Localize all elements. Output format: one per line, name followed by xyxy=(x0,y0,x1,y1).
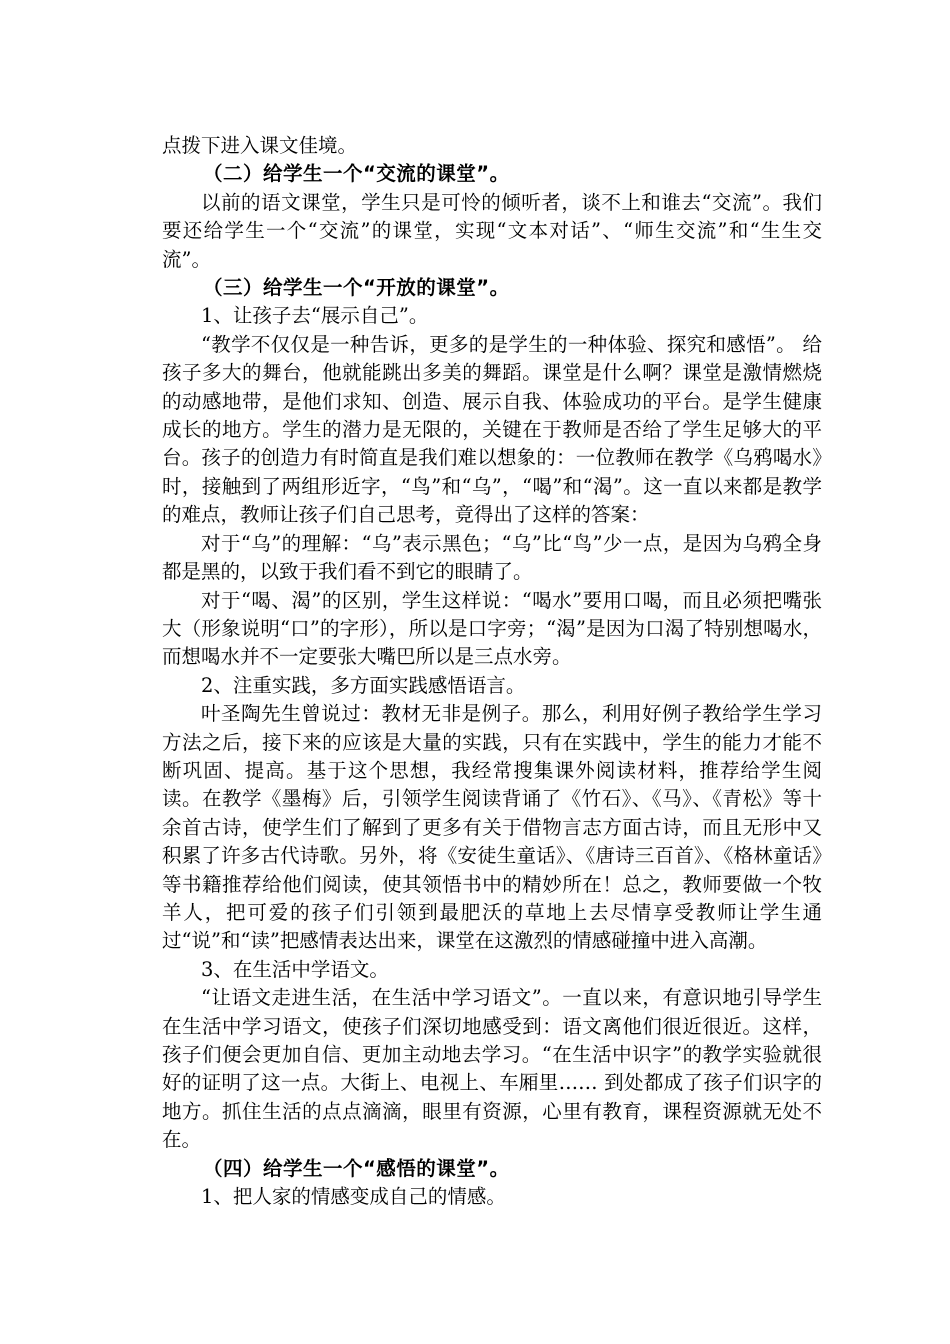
paragraph: 对于“喝、渴”的区别，学生这样说：“喝水”要用口喝，而且必须把嘴张大（形象说明“口”的字形），所以是口字旁；“渴”是因为口渴了特别想喝水，而想喝水并不一定要张大嘴巴所以是三点水旁。 xyxy=(162,588,822,669)
paragraph: “让语文走进生活，在生活中学习语文”。一直以来，有意识地引导学生在生活中学习语文，使孩子们深切地感受到：语文离他们很近很近。这样，孩子们便会更加自信、更加主动地去学习。“在生活中识字”的教学实验就很好的证明了这一点。大街上、电视上、车厢里…… 到处都成了孩子们识字的地方。抓住生活的点点滴滴，眼里有资源，心里有教育，课程资源就无处不在。 xyxy=(162,986,822,1152)
section-heading: （三）给学生一个“开放的课堂”。 xyxy=(202,276,510,300)
section-heading: （二）给学生一个“交流的课堂”。 xyxy=(202,162,510,186)
paragraph: 1、把人家的情感变成自己的情感。 xyxy=(201,1185,506,1209)
paragraph: 叶圣陶先生曾说过：教材无非是例子。那么，利用好例子教给学生学习方法之后，接下来的应该是大量的实践，只有在实践中，学生的能力才能不断巩固、提高。基于这个思想，我经常搜集课外阅读材料，推荐给学生阅读。在教学《墨梅》后，引领学生阅读背诵了《竹石》、《马》、《青松》等十余首古诗，使学生们了解到了更多有关于借物言志方面古诗，而且无形中又积累了许多古代诗歌。另外，将《安徒生童话》、《唐诗三百首》、《格林童话》等书籍推荐给他们阅读，使其领悟书中的精妙所在！总之，教师要做一个牧羊人，把可爱的孩子们引领到最肥沃的草地上去尽情享受教师让学生通过“说”和“读”把感情表达出来，课堂在这激烈的情感碰撞中进入高潮。 xyxy=(162,702,822,953)
paragraph: 1、让孩子去“展示自己”。 xyxy=(201,304,429,328)
paragraph: 点拨下进入课文佳境。 xyxy=(162,134,358,157)
paragraph: 2、注重实践，多方面实践感悟语言。 xyxy=(201,673,526,697)
paragraph: 对于“乌”的理解：“乌”表示黑色；“乌”比“鸟”少一点，是因为乌鸦全身都是黑的，以致于我们看不到它的眼睛了。 xyxy=(162,531,822,584)
paragraph: “教学不仅仅是一种告诉，更多的是学生的一种体验、探究和感悟”。 给孩子多大的舞台，他就能跳出多美的舞蹈。课堂是什么啊？课堂是激情燃烧的动感地带，是他们求知、创造、展示自我、体验成功的平台。是学生健康成长的地方。学生的潜力是无限的，关键在于教师是否给了学生足够大的平台。孩子的创造力有时简直是我们难以想象的：一位教师在教学《乌鸦喝水》时，接触到了两组形近字，“鸟”和“乌”，“喝”和“渴”。这一直以来都是教学的难点，教师让孩子们自己思考，竟得出了这样的答案： xyxy=(162,332,822,527)
paragraph: 3、在生活中学语文。 xyxy=(201,957,389,981)
document-body xyxy=(162,132,822,1211)
paragraph: 以前的语文课堂，学生只是可怜的倾听者，谈不上和谁去“交流”。我们要还给学生一个“交流”的课堂，实现“文本对话”、“师生交流”和“生生交流”。 xyxy=(162,190,822,271)
section-heading: （四）给学生一个“感悟的课堂”。 xyxy=(202,1156,510,1180)
